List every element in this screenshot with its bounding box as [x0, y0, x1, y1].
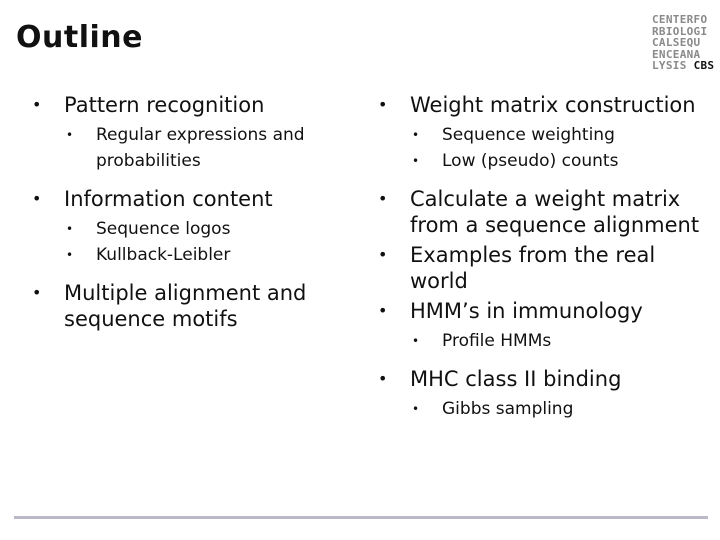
outline-item [376, 242, 716, 294]
outline-subitem [408, 328, 716, 354]
outline-subitem-text: Low (pseudo) counts [442, 151, 619, 171]
bullet-icon: • [378, 189, 388, 208]
outline-item-text: Information content [64, 187, 273, 211]
outline-subitem-text: Profile HMMs [442, 331, 552, 351]
outline-subitem [62, 216, 350, 242]
outline-item [376, 366, 716, 392]
outline-subitem [408, 122, 716, 148]
outline-list-right [376, 92, 716, 422]
outline-subitem [408, 396, 716, 422]
logo-cbs: CBS [693, 59, 715, 72]
bullet-icon: • [412, 334, 420, 348]
bullet-icon: • [378, 301, 388, 320]
outline-item-text: Weight matrix construction [410, 93, 696, 117]
logo-line-text: LYSIS [652, 59, 687, 72]
outline-left-column [30, 92, 350, 336]
outline-item-text: Calculate a weight matrix from a sequence alignment [410, 187, 700, 237]
sub-list [376, 328, 716, 354]
outline-item-text: MHC class II binding [410, 367, 622, 391]
bullet-icon: • [378, 245, 388, 264]
logo-line: ENCEANA [652, 47, 701, 61]
outline-subitem-text: Gibbs sampling [442, 399, 574, 419]
outline-subitem-text: Kullback-Leibler [96, 245, 231, 265]
bullet-icon: • [32, 189, 42, 208]
outline-item [30, 186, 350, 212]
outline-subitem-text: Sequence logos [96, 219, 231, 239]
bullet-icon: • [66, 222, 74, 236]
outline-subitem [62, 122, 350, 174]
footer-divider [14, 516, 708, 519]
outline-item-text: Multiple alignment and sequence motifs [64, 281, 307, 331]
logo-line: CENTERFO [652, 13, 708, 26]
logo-line: RBIOLOGI [652, 24, 708, 38]
bullet-icon: • [412, 402, 420, 416]
outline-subitem-text: Sequence weighting [442, 125, 615, 145]
outline-item [376, 92, 716, 118]
sub-list [30, 216, 350, 268]
bullet-icon: • [412, 128, 420, 142]
outline-item [376, 298, 716, 324]
bullet-icon: • [66, 248, 74, 262]
outline-subitem-text: Regular expressions and probabilities [96, 125, 305, 171]
bullet-icon: • [66, 128, 74, 142]
sub-list [376, 122, 716, 174]
sub-list [376, 396, 716, 422]
sub-list [30, 122, 350, 174]
outline-item-text: HMM’s in immunology [410, 299, 643, 323]
page-title: Outline [16, 20, 143, 55]
bullet-icon: • [378, 95, 388, 114]
outline-list-left [30, 92, 350, 332]
bullet-icon: • [32, 283, 42, 302]
logo-line: CALSEQU [652, 36, 701, 49]
outline-item-text: Examples from the real world [410, 243, 656, 293]
outline-item [376, 186, 716, 238]
outline-subitem [62, 242, 350, 268]
bullet-icon: • [412, 154, 420, 168]
bullet-icon: • [378, 369, 388, 388]
outline-item [30, 92, 350, 118]
bullet-icon: • [32, 95, 42, 114]
outline-right-column [376, 92, 716, 434]
outline-subitem [408, 148, 716, 174]
logo-line [652, 60, 714, 72]
cbs-logo [652, 14, 714, 72]
outline-item [30, 280, 350, 332]
outline-item-text: Pattern recognition [64, 93, 265, 117]
